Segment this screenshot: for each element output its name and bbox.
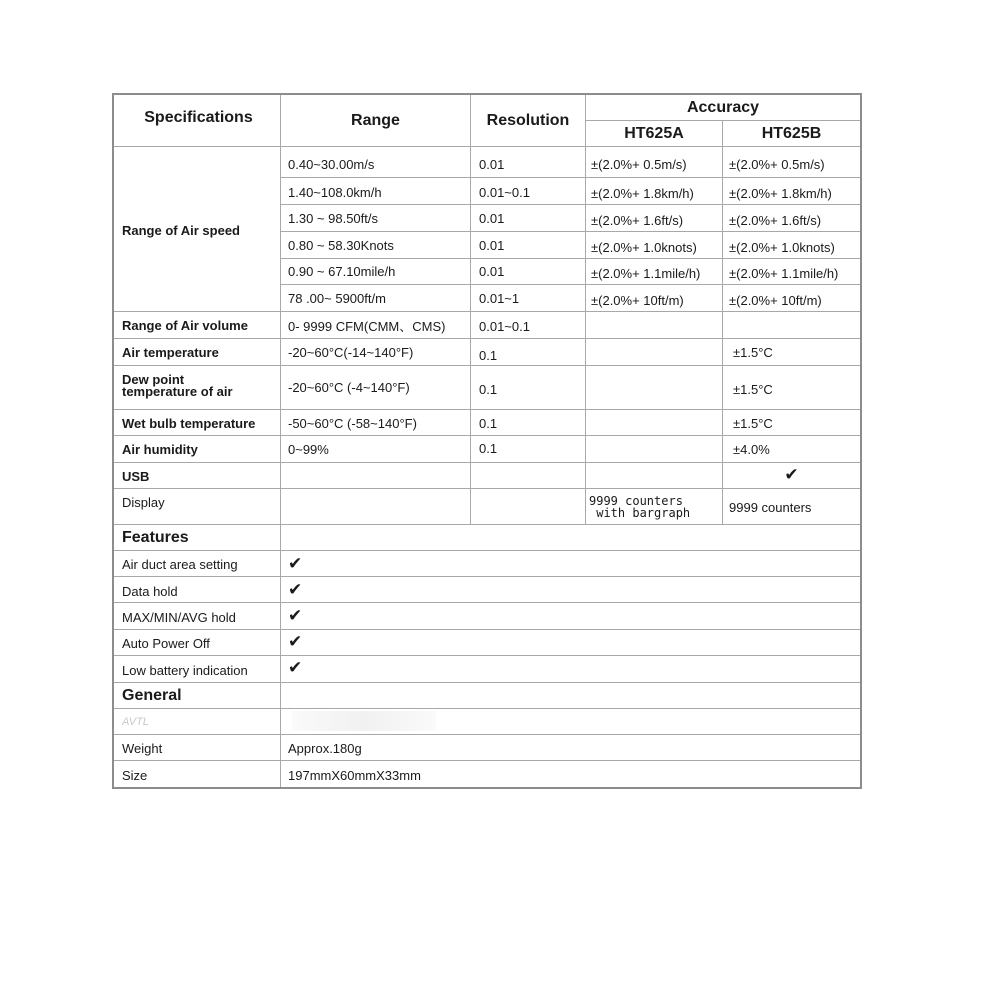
air-temperature-resolution: 0.1 (479, 347, 498, 363)
dew-point-resolution: 0.1 (479, 381, 498, 397)
wet-bulb-range: -50~60°C (-58~140°F) (288, 415, 417, 431)
grid-line-horizontal (114, 524, 860, 525)
air-speed-label: Range of Air speed (122, 222, 240, 238)
wet-bulb-label: Wet bulb temperature (122, 415, 256, 431)
dew-point-accuracy-b: ±1.5°C (733, 381, 773, 397)
grid-line-vertical (280, 95, 281, 787)
air-speed-accuracy-b: ±(2.0%+ 1.0knots) (729, 239, 835, 255)
air-speed-accuracy-b: ±(2.0%+ 1.1mile/h) (729, 265, 839, 281)
air-speed-range: 78 .00~ 5900ft/m (288, 290, 386, 306)
grid-line-horizontal (114, 550, 860, 551)
grid-line-horizontal (114, 146, 860, 147)
air-speed-range: 1.40~108.0km/h (288, 184, 382, 200)
air-speed-range: 0.40~30.00m/s (288, 156, 375, 172)
grid-line-horizontal (114, 708, 860, 709)
air-speed-resolution: 0.01 (479, 210, 505, 226)
air-speed-range: 1.30 ~ 98.50ft/s (288, 210, 378, 226)
general-title: General (122, 687, 182, 704)
display-label: Display (122, 494, 165, 510)
size-label: Size (122, 767, 148, 783)
air-volume-range: 0- 9999 CFM(CMM、CMS) (288, 318, 446, 334)
header-model-a: HT625A (624, 124, 684, 142)
header-specifications: Specifications (144, 109, 253, 126)
dew-point-label-line1: Dew point (122, 372, 185, 387)
check-icon: ✔ (288, 632, 303, 651)
air-speed-accuracy-a: ±(2.0%+ 1.1mile/h) (591, 265, 701, 281)
air-temperature-range: -20~60°C(-14~140°F) (288, 344, 414, 360)
air-speed-accuracy-a: ±(2.0%+ 10ft/m) (591, 292, 684, 308)
usb-check-icon: ✔ (784, 465, 799, 484)
grid-line-vertical (585, 95, 586, 524)
air-speed-accuracy-a: ±(2.0%+ 1.6ft/s) (591, 212, 684, 228)
header-accuracy: Accuracy (686, 99, 760, 116)
air-speed-accuracy-b: ±(2.0%+ 1.8km/h) (729, 185, 832, 201)
air-humidity-range: 0~99% (288, 441, 329, 457)
air-speed-resolution: 0.01~0.1 (479, 184, 530, 200)
size-value: 197mmX60mmX33mm (288, 767, 421, 783)
display-accuracy-b: 9999 counters (729, 499, 812, 515)
check-icon: ✔ (288, 658, 303, 677)
air-speed-accuracy-a: ±(2.0%+ 1.8km/h) (591, 185, 694, 201)
grid-line-horizontal (114, 576, 860, 577)
grid-line-horizontal (280, 177, 860, 178)
features-title: Features (122, 529, 189, 546)
grid-line-vertical (470, 95, 471, 524)
header-resolution: Resolution (486, 112, 570, 129)
air-speed-resolution: 0.01 (479, 237, 505, 253)
grid-line-horizontal (114, 655, 860, 656)
display-accuracy-a (589, 492, 721, 522)
air-speed-range: 0.90 ~ 67.10mile/h (288, 263, 396, 279)
grid-line-horizontal (114, 338, 860, 339)
wet-bulb-resolution: 0.1 (479, 415, 498, 431)
check-icon: ✔ (288, 554, 303, 573)
display-accuracy-a-line2: with bargraph (589, 506, 691, 520)
air-speed-resolution: 0.01 (479, 156, 505, 172)
air-humidity-resolution: 0.1 (479, 440, 498, 456)
air-volume-label: Range of Air volume (122, 317, 248, 333)
wet-bulb-accuracy-b: ±1.5°C (733, 415, 773, 431)
air-volume-resolution: 0.01~0.1 (479, 318, 530, 334)
general-faded-label: AVTL (122, 716, 149, 728)
feature-label: Data hold (122, 583, 178, 599)
air-speed-accuracy-a: ±(2.0%+ 1.0knots) (591, 239, 697, 255)
check-icon: ✔ (288, 580, 303, 599)
air-speed-accuracy-a: ±(2.0%+ 0.5m/s) (591, 156, 687, 172)
header-model-b: HT625B (761, 124, 822, 142)
air-temperature-label: Air temperature (122, 344, 219, 360)
air-speed-range: 0.80 ~ 58.30Knots (288, 237, 394, 253)
air-speed-accuracy-b: ±(2.0%+ 0.5m/s) (729, 156, 825, 172)
dew-point-label (122, 370, 280, 402)
feature-label: MAX/MIN/AVG hold (122, 609, 236, 625)
grid-line-horizontal (114, 760, 860, 761)
grid-line-horizontal (114, 488, 860, 489)
air-temperature-accuracy-b: ±1.5°C (733, 344, 773, 360)
air-speed-accuracy-b: ±(2.0%+ 10ft/m) (729, 292, 822, 308)
header-range: Range (351, 112, 400, 129)
air-humidity-accuracy-b: ±4.0% (733, 441, 770, 457)
weight-value: Approx.180g (288, 740, 362, 756)
air-humidity-label: Air humidity (122, 441, 198, 457)
dew-point-label-line2: temperature of air (122, 384, 233, 399)
grid-line-horizontal (114, 734, 860, 735)
feature-label: Air duct area setting (122, 556, 238, 572)
display-accuracy-a-line1: 9999 counters (589, 494, 683, 508)
grid-line-horizontal (114, 682, 860, 683)
feature-label: Auto Power Off (122, 635, 210, 651)
grid-line-horizontal (114, 629, 860, 630)
grid-line-horizontal (114, 409, 860, 410)
weight-label: Weight (122, 740, 163, 756)
feature-label: Low battery indication (122, 662, 248, 678)
faded-value-smudge (292, 711, 436, 731)
usb-label: USB (122, 468, 150, 484)
air-speed-accuracy-b: ±(2.0%+ 1.6ft/s) (729, 212, 822, 228)
air-speed-resolution: 0.01 (479, 263, 505, 279)
air-speed-resolution: 0.01~1 (479, 290, 520, 306)
dew-point-range: -20~60°C (-4~140°F) (288, 379, 410, 395)
check-icon: ✔ (288, 606, 303, 625)
